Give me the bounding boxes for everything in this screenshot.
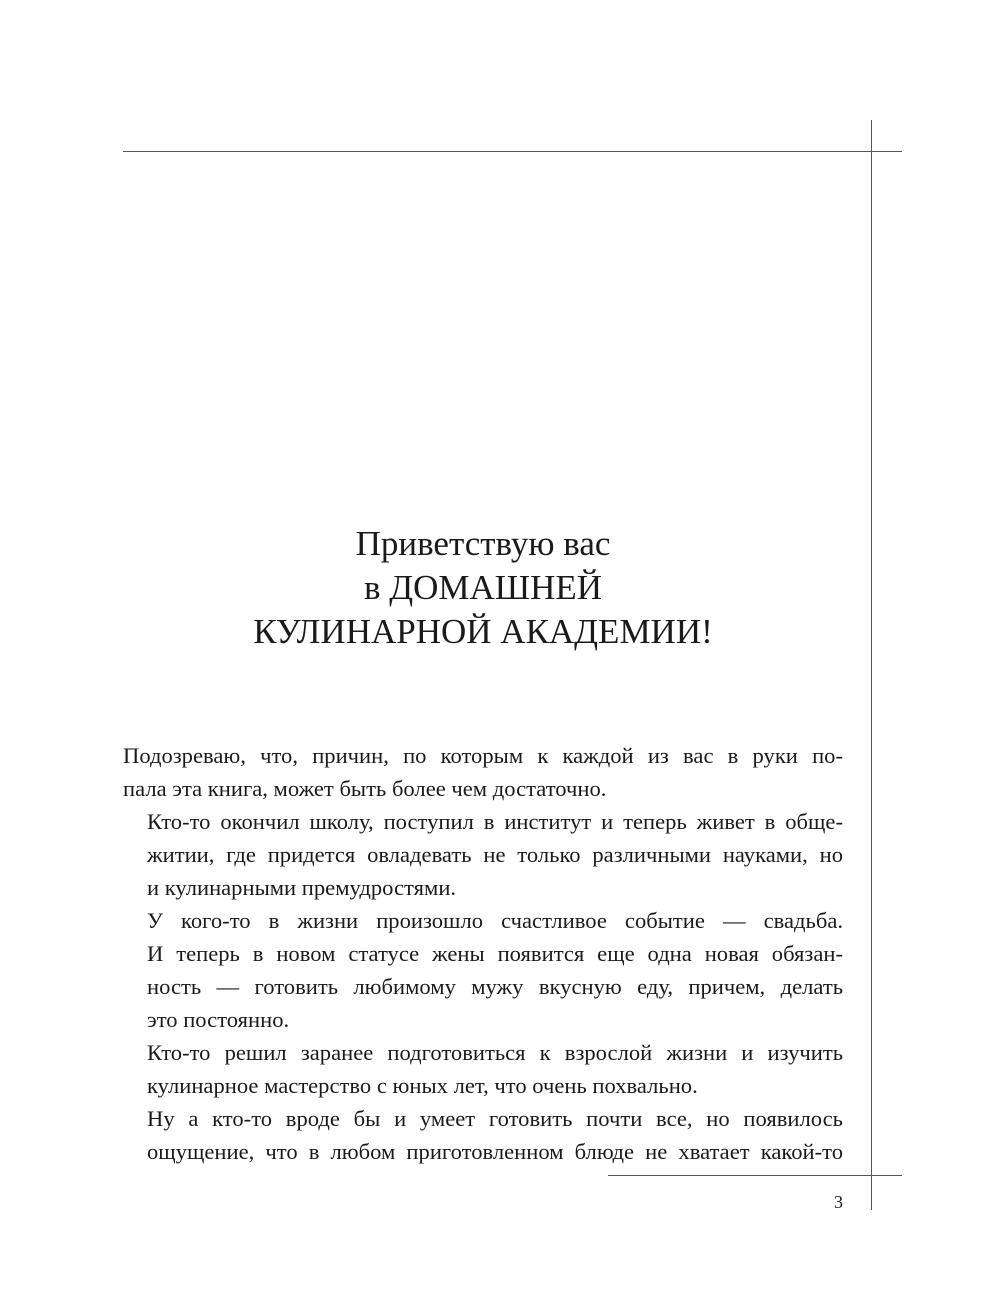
- title-line-2: в ДОМАШНЕЙ: [363, 568, 603, 607]
- page-number: 3: [834, 1192, 843, 1212]
- text-line: Кто-то окончил школу, поступил в институт и теперь живет в обще-: [147, 809, 843, 834]
- text-line: Подозреваю, что, причин, по которым к каждой из вас в руки по-: [123, 743, 843, 768]
- vertical-rule: [871, 120, 872, 1210]
- text-line: Кто-то решил заранее подготовиться к взрослой жизни и изучить: [147, 1040, 843, 1065]
- text-line: кулинарное мастерство с юных лет, что очень похвально.: [147, 1073, 698, 1098]
- top-rule: [123, 151, 902, 152]
- text-line: ощущение, что в любом приготовленном блюде не хватает какой-то: [147, 1139, 843, 1164]
- text-line: ность — готовить любимому мужу вкусную еду, причем, делать: [147, 974, 843, 999]
- paragraph-1: [123, 739, 843, 805]
- title-line-3: КУЛИНАРНОЙ АКАДЕМИИ!: [253, 612, 713, 651]
- paragraph-5: [123, 1102, 843, 1168]
- text-line: житии, где придется овладевать не только различными науками, но: [147, 842, 843, 867]
- paragraph-3: [123, 904, 843, 1036]
- text-line: и кулинарными премудростями.: [147, 875, 457, 900]
- title-line-1: Приветствую вас: [355, 524, 611, 563]
- text-line: это постоянно.: [147, 1007, 290, 1032]
- chapter-title: [123, 522, 843, 654]
- text-line: пала эта книга, может быть более чем достаточно.: [123, 776, 607, 801]
- paragraph-4: [123, 1036, 843, 1102]
- text-line: Ну а кто-то вроде бы и умеет готовить почти все, но появилось: [147, 1106, 843, 1131]
- text-line: У кого-то в жизни произошло счастливое событие — свадьба.: [147, 908, 843, 933]
- text-line: И теперь в новом статусе жены появится еще одна новая обязан-: [147, 941, 843, 966]
- bottom-rule: [608, 1175, 902, 1176]
- body-text: [123, 739, 843, 1168]
- paragraph-2: [123, 805, 843, 904]
